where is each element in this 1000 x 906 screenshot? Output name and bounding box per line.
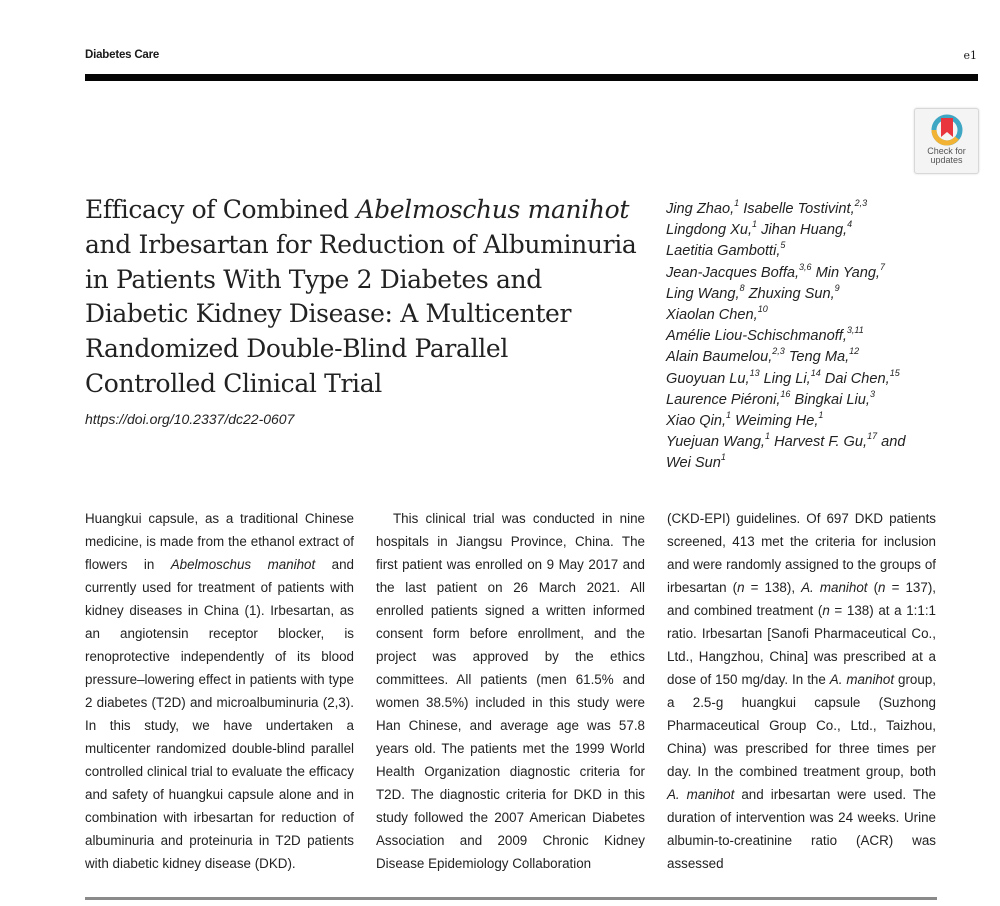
author: Min Yang, (815, 264, 880, 281)
author: Laetitia Gambotti, (666, 243, 781, 260)
author: Ling Wang, (666, 285, 740, 302)
author: Wei Sun (666, 455, 721, 472)
author-list: Jing Zhao,$^1$ Isabelle Tostivint,$^{2,3}$ Lingdong Xu,$^1$ Jihan Huang,$^4$ Laetitia Gambotti,$^5$ Jean-Jacques Boffa,$^{3,6}$ Min Yang,$^7$ Ling Wang,$^8$ Zhuxing Sun,$^9$ Xiaolan Chen,$^{10}$ Amélie Liou-Schischmanoff,$^{3,11}$ Alain Baumelou,$^{2,3}$ Teng Ma,$^{12}$ Guoyuan Lu,$^{13}$ Ling Li,$^{14}$ Dai Chen,$^{15}$ Laurence Piéroni,$^{16}$ Bingkai Liu,$^3$ Xiao Qin,$^1$ Weiming He,$^1$ Yuejuan Wang,$^1$ Harvest F. Gu,$^{17}$ and Wei Sun$^1$ (666, 198, 906, 472)
check-for-updates-button[interactable] (914, 108, 979, 174)
author: Bingkai Liu, (794, 391, 870, 408)
author: Zhuxing Sun, (748, 285, 835, 302)
check-for-updates-label: Check for updates (927, 146, 966, 165)
page-number: e1 (963, 49, 977, 62)
author: Jihan Huang, (761, 222, 848, 239)
body-column-2 (376, 507, 645, 875)
author: Yuejuan Wang, (666, 434, 765, 451)
author: Jean-Jacques Boffa, (666, 264, 800, 281)
running-head (85, 49, 977, 65)
body-column-1 (85, 507, 354, 875)
author: Xiao Qin, (666, 413, 727, 430)
article-title: Efficacy of Combined Abelmoschus manihot and Irbesartan for Reduction of Albuminuria in Patients With Type 2 Diabetes and Diabetic Kidney Disease: A Multicenter Randomized Double-Blind Parallel Controlled Clinical Trial (85, 195, 637, 398)
author: Guoyuan Lu, (666, 370, 750, 387)
author: Laurence Piéroni, (666, 391, 781, 408)
crossmark-icon (930, 113, 964, 147)
author: Ling Li, (763, 370, 811, 387)
paragraph: Huangkui capsule, as a traditional Chinese medicine, is made from the ethanol extract of flowers in Abelmoschus manihot and currently used for treatment of patients with kidney diseases in China (1). Irbesartan, as an angiotensin receptor blocker, is renoprotective independently of its blood pressure–lowering effect in patients with type 2 diabetes (T2D) and microalbuminuria (2,3). In this study, we have undertaken a multicenter randomized double-blind parallel controlled clinical trial to evaluate the efficacy and safety of huangkui capsule alone and in combination with irbesartan for reduction of albuminuria and proteinuria in T2D patients with diabetic kidney disease (DKD). (85, 511, 354, 871)
author: Isabelle Tostivint, (743, 201, 855, 217)
paragraph: This clinical trial was conducted in nine hospitals in Jiangsu Province, China. The first patient was enrolled on 9 May 2017 and the last patient on 26 March 2021. All enrolled patients signed a written informed consent form before enrollment, and the project was approved by the ethics committees. All patients (men 61.5% and women 38.5%) included in this study were Han Chinese, and average age was 57.8 years old. The patients met the 1999 World Health Organization diagnostic criteria for T2D. The diagnostic criteria for DKD in this study followed the 2007 American Diabetes Association and 2009 Chronic Kidney Disease Epidemiology Collaboration (376, 511, 645, 871)
body-column-3 (667, 507, 936, 875)
journal-name: Diabetes Care (85, 49, 160, 61)
author: Harvest F. Gu, (774, 434, 868, 451)
footer-rule (85, 897, 937, 900)
author: Jing Zhao, (666, 201, 735, 217)
doi-link[interactable]: https://doi.org/10.2337/dc22-0607 (85, 411, 295, 427)
author: Lingdong Xu, (666, 222, 753, 239)
header-rule (85, 74, 978, 81)
author: Dai Chen, (824, 370, 890, 387)
author: Teng Ma, (788, 349, 850, 366)
paragraph: (CKD-EPI) guidelines. Of 697 DKD patients screened, 413 met the criteria for inclusion and were randomly assigned to the groups of irbesartan (n = 138), A. manihot (n = 137), and combined treatment (n = 138) at a 1:1:1 ratio. Irbesartan [Sanofi Pharmaceutical Co., Ltd., Hangzhou, China] was prescribed at a dose of 150 mg/day. In the A. manihot group, a 2.5-g huangkui capsule (Suzhong Pharmaceutical Group Co., Ltd., Taizhou, China) was prescribed for three times per day. In the combined treatment group, both A. manihot and irbesartan were used. The duration of intervention was 24 weeks. Urine albumin-to-creatinine ratio (ACR) was assessed (667, 511, 936, 871)
author: Alain Baumelou, (666, 349, 773, 366)
author: Weiming He, (735, 413, 819, 430)
author: Xiaolan Chen, (666, 307, 758, 324)
author: Amélie Liou-Schischmanoff, (666, 328, 847, 345)
